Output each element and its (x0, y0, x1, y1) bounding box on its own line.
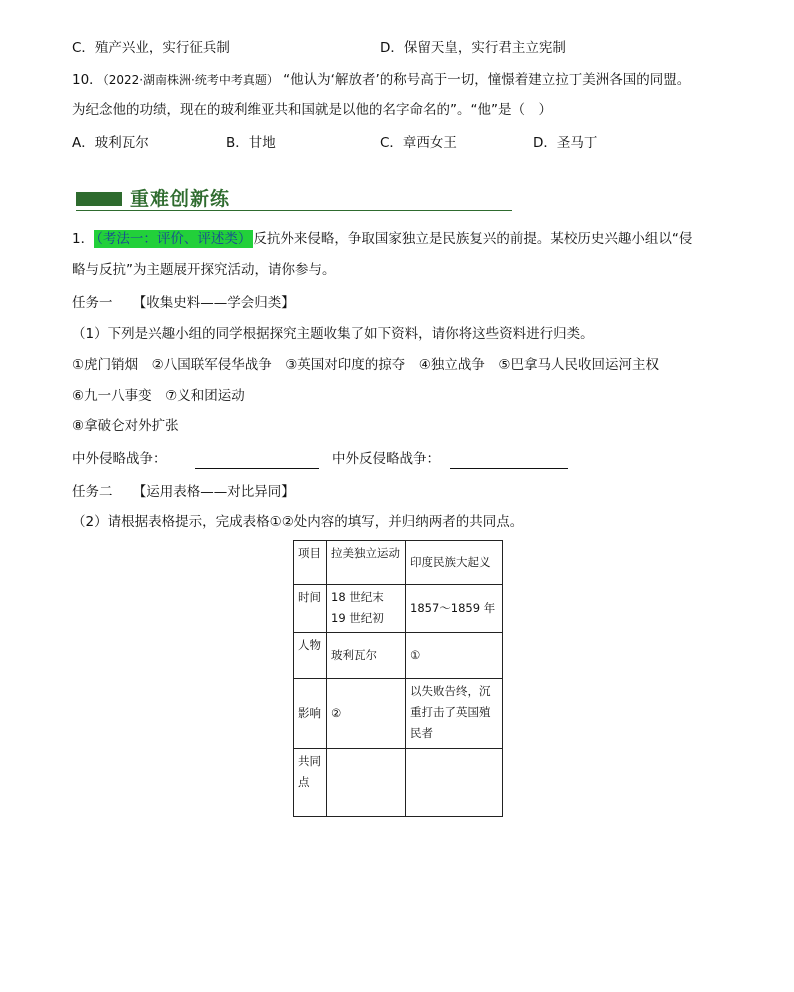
invasion-label: 中外侵略战争： (72, 451, 167, 467)
table-cell: 影响 (294, 679, 327, 749)
section-title: 重难创新练 (130, 188, 231, 210)
resistance-blank[interactable] (450, 454, 568, 469)
q1-sub1: （1）下列是兴趣小组的同学根据探究主题收集了如下资料，请你将这些资料进行归类。 (72, 326, 594, 342)
table-row (294, 679, 503, 749)
table-cell: 1857～1859 年 (406, 585, 503, 633)
common-point-cell-1[interactable] (327, 749, 406, 817)
table-row (294, 749, 503, 817)
table-row (294, 585, 503, 633)
task2-title: 任务二 【运用表格——对比异同】 (72, 484, 295, 500)
table-cell: 时间 (294, 585, 327, 633)
comparison-table (293, 540, 503, 817)
q10-option-d: D．圣马丁 (533, 135, 598, 151)
invasion-answer-line (72, 449, 319, 469)
q1-sub2: （2）请根据表格提示，完成表格①②处内容的填写，并归纳两者的共同点。 (72, 514, 524, 530)
q10-option-a: A．玻利瓦尔 (72, 135, 149, 151)
table-cell: 玻利瓦尔 (327, 633, 406, 679)
q10-option-b: B．甘地 (226, 135, 276, 151)
resistance-answer-line (332, 449, 568, 469)
table-cell: 18 世纪末 19 世纪初 (327, 585, 406, 633)
items-row1: ①虎门销烟 ②八国联军侵华战争 ③英国对印度的掠夺 ④独立战争 ⑤巴拿马人民收回运河主权 (72, 357, 660, 373)
q1-stem-line2: 略与反抗”为主题展开探究活动，请你参与。 (72, 262, 336, 278)
table-cell: 共同点 (294, 749, 327, 817)
q9-option-c: C．殖产兴业，实行征兵制 (72, 40, 230, 56)
q1-tag: （考法一：评价、评述类） (96, 231, 252, 247)
table-row (294, 541, 503, 585)
q1-stem-line1 (72, 229, 692, 249)
section-banner (76, 186, 512, 214)
table-cell: 人物 (294, 633, 327, 679)
common-point-cell-2[interactable] (406, 749, 503, 817)
q10-number: 10． (72, 72, 103, 88)
section-banner-bar (76, 192, 122, 206)
answer-cell-2[interactable]: ② (327, 679, 406, 749)
q1-stem-text1: 反抗外来侵略，争取国家独立是民族复兴的前提。某校历史兴趣小组以“侵 (253, 231, 693, 247)
q10-source: （2022·湖南株洲·统考中考真题） (102, 73, 279, 87)
table-row (294, 633, 503, 679)
invasion-blank[interactable] (195, 454, 319, 469)
answer-cell-1[interactable]: ① (406, 633, 503, 679)
table-cell: 以失败告终，沉重打击了英国殖民者 (406, 679, 503, 749)
items-row2: ⑥九一八事变 ⑦义和团运动 (72, 388, 245, 404)
q10-stem-line2: 为纪念他的功绩，现在的玻利维亚共和国就是以他的名字命名的”。“他”是（ ） (72, 102, 552, 118)
resistance-label: 中外反侵略战争： (332, 451, 440, 467)
q10-stem-text1: “他认为‘解放者’的称号高于一切，憧憬着建立拉丁美洲各国的同盟。 (283, 72, 691, 88)
table-cell: 拉美独立运动 (327, 541, 406, 585)
q10-option-c: C．章西女王 (380, 135, 457, 151)
q10-stem-line1 (72, 70, 690, 90)
q9-option-d: D．保留天皇，实行君主立宪制 (380, 40, 566, 56)
table-cell: 项目 (294, 541, 327, 585)
items-row3: ⑧拿破仑对外扩张 (72, 418, 179, 434)
table-cell: 印度民族大起义 (406, 541, 503, 585)
section-rule (76, 210, 512, 211)
task1-title: 任务一 【收集史料——学会归类】 (72, 295, 295, 311)
q1-number: 1． (72, 231, 95, 247)
